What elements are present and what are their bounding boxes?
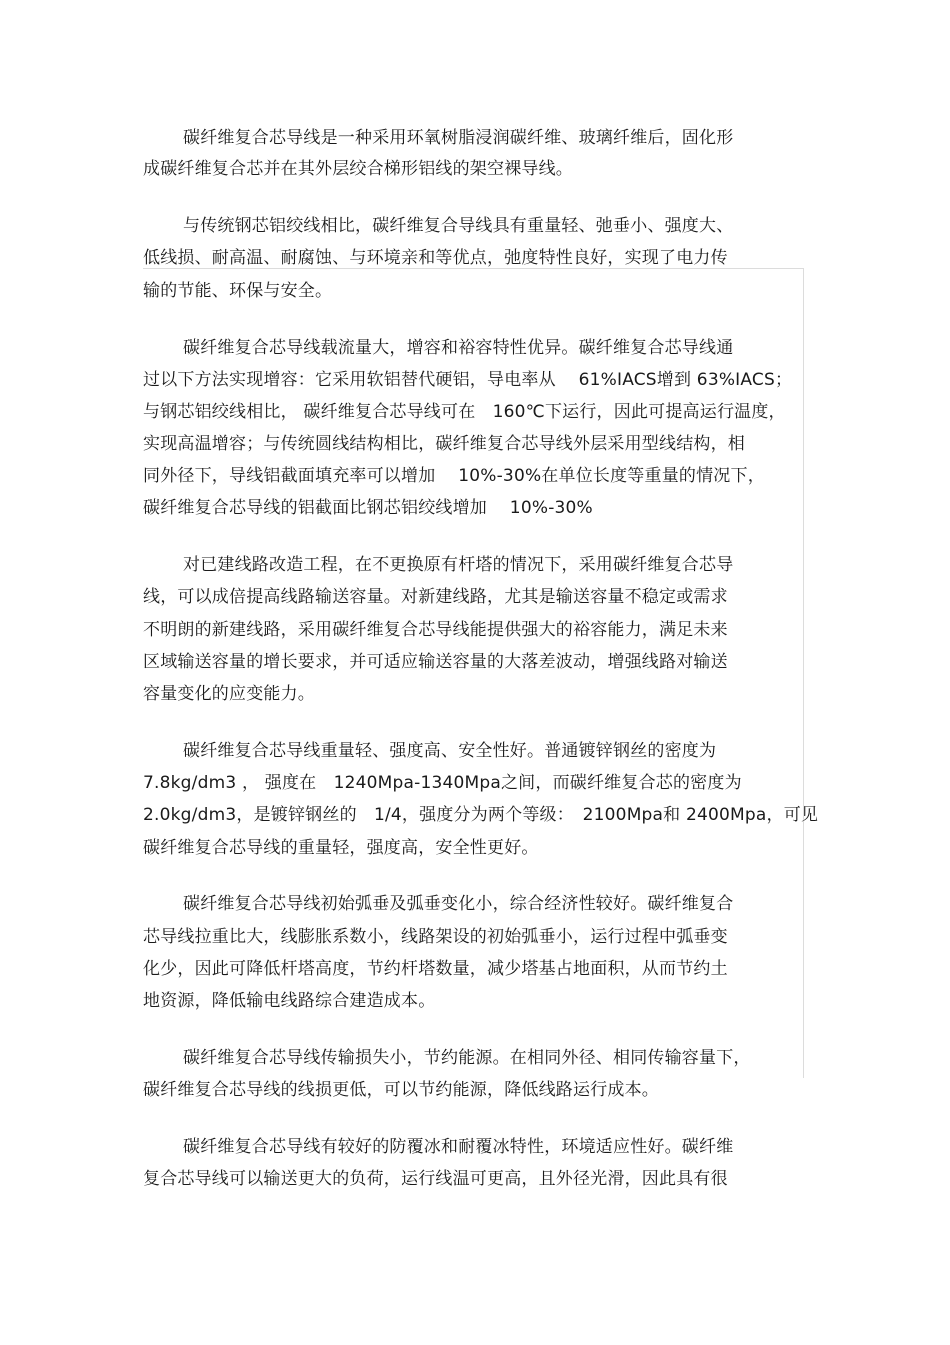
paragraph-7-line-2: 碳纤维复合芯导线的线损更低，可以节约能源，降低线路运行成本。 xyxy=(143,1080,659,1100)
paragraph-2-line-1: 与传统钢芯铝绞线相比，碳纤维复合导线具有重量轻、弛垂小、强度大、 xyxy=(183,216,734,236)
paragraph-3-line-5: 同外径下，导线铝截面填充率可以增加 10%-30%在单位长度等重量的情况下， xyxy=(143,466,765,486)
paragraph-8-line-1: 碳纤维复合芯导线有较好的防覆冰和耐覆冰特性，环境适应性好。碳纤维 xyxy=(183,1137,734,1157)
paragraph-6-line-4: 地资源，降低输电线路综合建造成本。 xyxy=(143,991,436,1011)
paragraph-3-line-3: 与钢芯铝绞线相比， 碳纤维复合芯导线可在 160℃下运行，因此可提高运行温度， xyxy=(143,402,786,422)
paragraph-8-line-2: 复合芯导线可以输送更大的负荷，运行线温可更高，且外径光滑，因此具有很 xyxy=(143,1169,728,1189)
paragraph-4-line-2: 线，可以成倍提高线路输送容量。对新建线路，尤其是输送容量不稳定或需求 xyxy=(143,587,728,607)
paragraph-4-line-1: 对已建线路改造工程，在不更换原有杆塔的情况下，采用碳纤维复合芯导 xyxy=(183,555,734,575)
paragraph-5-line-4: 碳纤维复合芯导线的重量轻，强度高，安全性更好。 xyxy=(143,838,539,858)
paragraph-6-line-3: 化少，因此可降低杆塔高度，节约杆塔数量，减少塔基占地面积，从而节约土 xyxy=(143,959,728,979)
paragraph-2-line-3: 输的节能、环保与安全。 xyxy=(143,281,333,301)
paragraph-5-line-2: 7.8kg/dm3 ， 强度在 1240Mpa-1340Mpa之间，而碳纤维复合芯的密度为 xyxy=(143,773,742,793)
paragraph-5-line-1: 碳纤维复合芯导线重量轻、强度高、安全性好。普通镀锌钢丝的密度为 xyxy=(183,741,717,761)
paragraph-3-line-6: 碳纤维复合芯导线的铝截面比钢芯铝绞线增加 10%-30% xyxy=(143,498,593,518)
paragraph-4-line-5: 容量变化的应变能力。 xyxy=(143,684,315,704)
paragraph-6-line-2: 芯导线拉重比大，线膨胀系数小，线路架设的初始弧垂小，运行过程中弧垂变 xyxy=(143,927,728,947)
paragraph-3-line-1: 碳纤维复合芯导线载流量大，增容和裕容特性优异。碳纤维复合芯导线通 xyxy=(183,338,734,358)
paragraph-2-line-2: 低线损、耐高温、耐腐蚀、与环境亲和等优点，弛度特性良好，实现了电力传 xyxy=(143,248,728,268)
paragraph-7-line-1: 碳纤维复合芯导线传输损失小，节约能源。在相同外径、相同传输容量下， xyxy=(183,1048,751,1068)
paragraph-3-line-2: 过以下方法实现增容：它采用软铝替代硬铝，导电率从 61%IACS增到 63%IACS； xyxy=(143,370,793,390)
paragraph-5-line-3: 2.0kg/dm3，是镀锌钢丝的 1/4，强度分为两个等级： 2100Mpa和 2400Mpa，可见 xyxy=(143,805,819,825)
paragraph-6-line-1: 碳纤维复合芯导线初始弧垂及弧垂变化小，综合经济性较好。碳纤维复合 xyxy=(183,894,734,914)
paragraph-4-line-3: 不明朗的新建线路，采用碳纤维复合芯导线能提供强大的裕容能力，满足未来 xyxy=(143,620,728,640)
paragraph-1-line-1: 碳纤维复合芯导线是一种采用环氧树脂浸润碳纤维、玻璃纤维后，固化形 xyxy=(183,128,734,148)
paragraph-3-line-4: 实现高温增容；与传统圆线结构相比，碳纤维复合芯导线外层采用型线结构，相 xyxy=(143,434,745,454)
paragraph-4-line-4: 区域输送容量的增长要求，并可适应输送容量的大落差波动，增强线路对输送 xyxy=(143,652,728,672)
paragraph-1-line-2: 成碳纤维复合芯并在其外层绞合梯形铝线的架空裸导线。 xyxy=(143,159,573,179)
